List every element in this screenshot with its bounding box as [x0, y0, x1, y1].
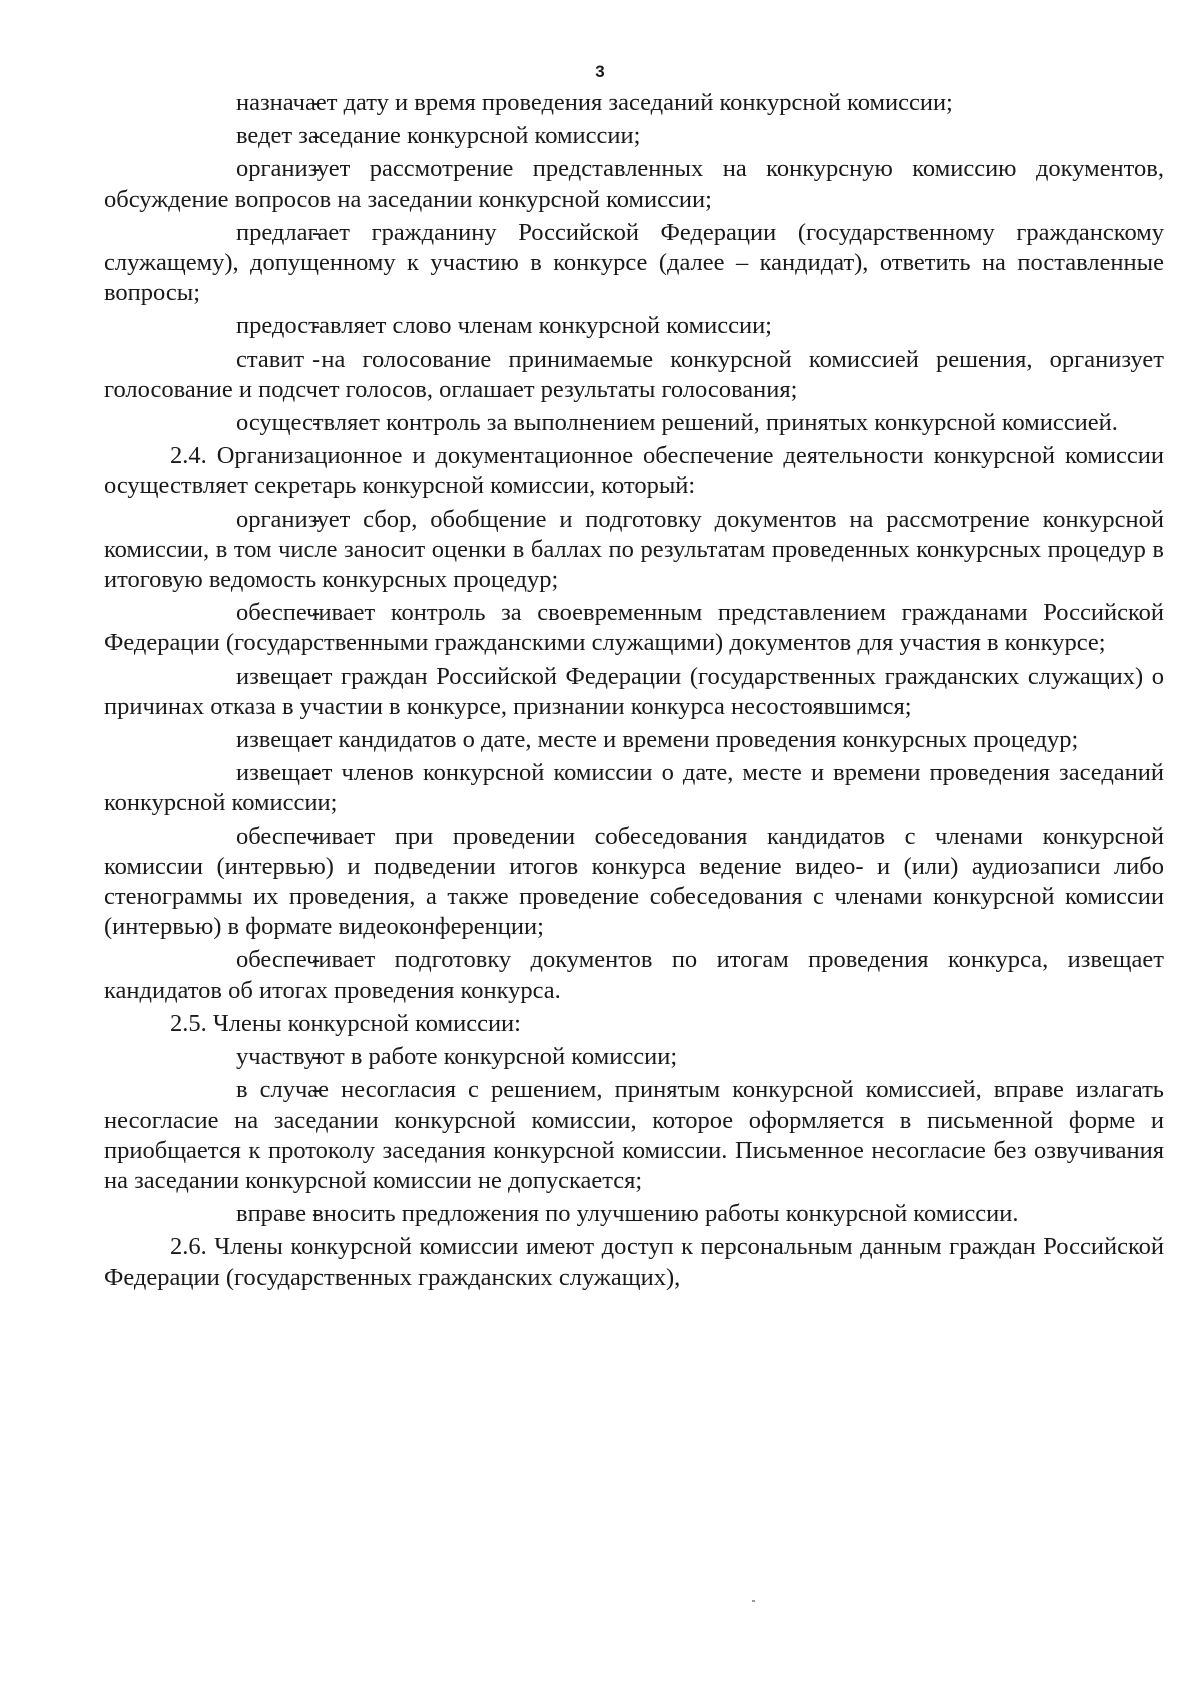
section-paragraph-2-6: 2.6. Члены конкурсной комиссии имеют доступ к персональным данным граждан Российской Федерации (государственных гражданских служащих),: [104, 1233, 1164, 1291]
bullet-item: - ставит на голосование принимаемые конкурсной комиссией решения, организует голосование и подсчет голосов, оглашает результаты голосования;: [104, 345, 1164, 405]
bullet-item: - в случае несогласия с решением, принятым конкурсной комиссией, вправе излагать несогласие на заседании конкурсной комиссии, которое оформляется в письменной форме и приобщается к протоколу заседания конкурсной комиссии. Письменное несогласие без озвучивания на заседании конкурсной комиссии не допускается;: [104, 1075, 1164, 1196]
bullet-item: - предлагает гражданину Российской Федерации (государственному гражданскому служащему), допущенному к участию в конкурсе (далее – кандидат), ответить на поставленные вопросы;: [104, 218, 1164, 309]
bullet-item: - извещает кандидатов о дате, месте и времени проведения конкурсных процедур;: [104, 725, 1164, 755]
bullet-item: - предоставляет слово членам конкурсной комиссии;: [104, 311, 1164, 341]
bullet-item: - извещает граждан Российской Федерации (государственных гражданских служащих) о причинах отказа в участии в конкурсе, признании конкурса несостоявшимся;: [104, 662, 1164, 722]
bullet-item: - организует сбор, обобщение и подготовку документов на рассмотрение конкурсной комиссии, в том числе заносит оценки в баллах по результатам проведенных конкурсных процедур в итоговую ведомость конкурсных процедур;: [104, 505, 1164, 596]
bullet-item: - вправе вносить предложения по улучшению работы конкурсной комиссии.: [104, 1199, 1164, 1229]
page-number: 3: [595, 62, 605, 81]
scan-speck: [752, 1600, 755, 1602]
bullet-item: - организует рассмотрение представленных на конкурсную комиссию документов, обсуждение вопросов на заседании конкурсной комиссии;: [104, 154, 1164, 214]
document-body: [104, 88, 1164, 1293]
bullet-item: - обеспечивает контроль за своевременным представлением гражданами Российской Федерации (государственными гражданскими служащими) документов для участия в конкурсе;: [104, 598, 1164, 658]
bullet-item: - извещает членов конкурсной комиссии о дате, месте и времени проведения заседаний конкурсной комиссии;: [104, 758, 1164, 818]
bullet-item: - обеспечивает при проведении собеседования кандидатов с членами конкурсной комиссии (интервью) и подведении итогов конкурса ведение видео- и (или) аудиозаписи либо стенограммы их проведения, а также проведение собеседования с членами конкурсной комиссии (интервью) в формате видеоконференции;: [104, 822, 1164, 943]
bullet-item: - ведет заседание конкурсной комиссии;: [104, 121, 1164, 151]
bullet-item: - осуществляет контроль за выполнением решений, принятых конкурсной комиссией.: [104, 408, 1164, 438]
bullet-item: - участвуют в работе конкурсной комиссии;: [104, 1042, 1164, 1072]
section-paragraph-2-5: 2.5. Члены конкурсной комиссии:: [170, 1009, 521, 1037]
bullet-item: - обеспечивает подготовку документов по итогам проведения конкурса, извещает кандидатов об итогах проведения конкурса.: [104, 945, 1164, 1005]
section-paragraph-2-4: 2.4. Организационное и документационное обеспечение деятельности конкурсной комиссии осуществляет секретарь конкурсной комиссии, который:: [104, 442, 1164, 500]
bullet-item: - назначает дату и время проведения заседаний конкурсной комиссии;: [104, 88, 1164, 118]
